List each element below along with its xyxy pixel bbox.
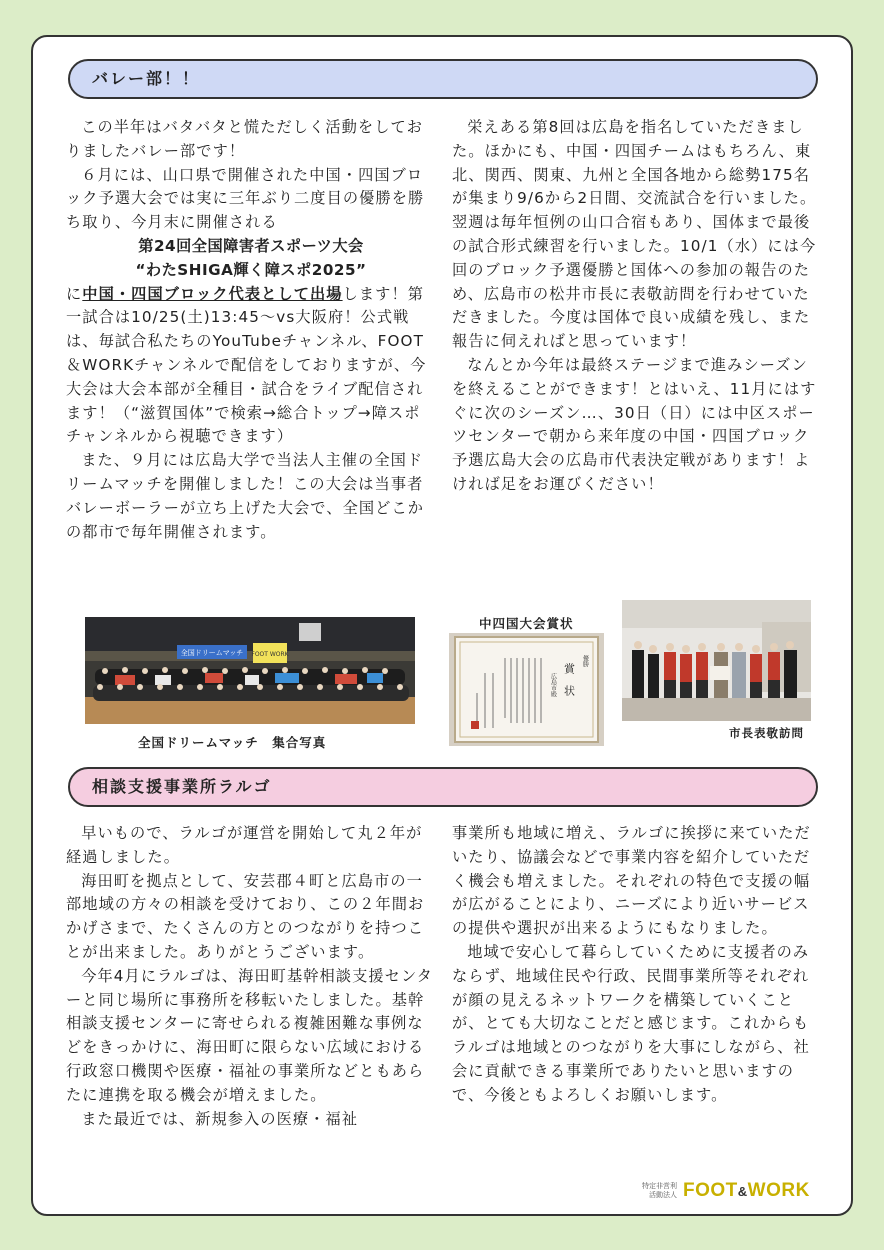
certificate-team: 広島市殿 xyxy=(549,673,557,697)
text: に xyxy=(66,284,83,303)
mayor-visit-photo xyxy=(622,600,811,721)
paragraph: 翌週は毎年恒例の山口合宿もあり、国体まで最後の試合形式練習を行いました。10/1（水）には今回のブロック予選優勝と国体への参加の報告のため、広島市の松井市長に表敬訪問を行わせていただきました。今度は国体で良い成績を残し、また報告に伺えればと思っています！ xyxy=(452,213,817,351)
paragraph: また最近では、新規参入の医療・福祉 xyxy=(81,1109,359,1128)
certificate-label: 優勝 xyxy=(581,655,589,667)
paragraph: この半年はバタバタと慌ただしく活動をしておりましたバレー部です！ xyxy=(66,118,424,160)
paragraph: 事業所も地域に増え、ラルゴに挨拶に来ていただいたり、協議会などで事業内容を紹介していただく機会も増えました。それぞれの特色で支援の幅が広がることにより、ニーズにより近いサービスの提供や選択が出来るようにもなりました。 xyxy=(452,824,811,938)
paragraph: 今年4月にラルゴは、海田町基幹相談支援センターと同じ場所に事務所を移転いたしました。基幹相談支援センターに寄せられる複雑困難な事例などをきっかけに、海田町に限らない広域における行政窓口機関や医療・福祉の事業所などともあらたに連携を取る機会が増えました。 xyxy=(66,966,433,1104)
paragraph: 海田町を拠点として、安芸郡４町と広島市の一部地域の方々の相談を受けており、この２年間おかげさまで、たくさんの方とのつながりを持つことが出来ました。ありがとうございます。 xyxy=(66,871,425,961)
event-name-line1: 第24回全国障害者スポーツ大会 xyxy=(138,236,364,255)
org-name-foot: FOOT xyxy=(683,1180,738,1201)
section-title-volleyball: バレー部！！ xyxy=(68,59,818,99)
paragraph: 栄えある第8回は広島を指名していただきました。ほかにも、中国・四国チームはもちろん、東北、関西、関東、九州と全国各地から総勢175名が集まり9/6から2日間、交流試合を行いました。 xyxy=(452,118,817,208)
largo-left-column xyxy=(66,822,436,1131)
org-type-line: 特定非営利 xyxy=(642,1182,677,1190)
volleyball-left-column xyxy=(66,116,436,544)
banner-text: FOOT WORK xyxy=(251,651,289,658)
mayor-visit-image xyxy=(622,600,811,721)
certificate-title: 賞 状 xyxy=(562,663,576,696)
paragraph: 早いもので、ラルゴが運営を開始して丸２年が経過しました。 xyxy=(66,824,423,866)
group-photo-image xyxy=(85,617,415,724)
paragraph xyxy=(66,283,436,450)
banner-text: 全国ドリームマッチ xyxy=(180,649,244,657)
event-name-line2: “わたSHIGA輝く障スポ2025” xyxy=(135,260,367,279)
highlight-text: 中国・四国ブロック代表として出場 xyxy=(82,284,343,303)
org-name-amp: & xyxy=(737,1184,748,1199)
paragraph: また、９月には広島大学で当法人主催の全国ドリームマッチを開催しました！この大会は当事者バレーボーラーが立ち上げた大会で、全国どこかの都市で毎年開催されます。 xyxy=(66,451,425,541)
certificate-image xyxy=(449,633,604,746)
largo-right-column xyxy=(452,822,820,1108)
org-type-line: 活動法人 xyxy=(649,1191,677,1199)
certificate-photo xyxy=(449,633,604,746)
caption-certificate: 中四国大会賞状 xyxy=(479,616,574,631)
volleyball-right-column xyxy=(452,116,820,497)
paragraph: なんとか今年は最終ステージまで進みシーズンを終えることができます！とはいえ、11月にはすぐに次のシーズン…、30日（日）には中区スポーツセンターで朝から来年度の中国・四国ブロック予選広島大会の広島市代表決定戦があります！よければ足をお運びください！ xyxy=(452,355,817,493)
text: します！第一試合は10/25(土)13:45～vs大阪府！公式戦は、毎試合私たちのYouTubeチャンネル、FOOT＆WORKチャンネルで配信をしておりますが、今大会は大会本部が全種目・試合をライブ配信されます！（“滋賀国体”で検索→総合トップ→障スポチャンネルから視聴できます） xyxy=(66,284,427,446)
paragraph: 地域で安心して暮らしていくために支援者のみならず、地域住民や行政、民間事業所等それぞれが顔の見えるネットワークを構築していくことが、とても大切なことだと感じます。これからもラルゴは地域とのつながりを大事にしながら、社会に貢献できる事業所でありたいと思いますので、今後ともよろしくお願いします。 xyxy=(452,942,810,1104)
org-type xyxy=(642,1182,677,1200)
caption-group-photo: 全国ドリームマッチ 集合写真 xyxy=(138,735,327,750)
paragraph: ６月には、山口県で開催された中国・四国ブロック予選大会では実に三年ぶり二度目の優勝を勝ち取り、今月末に開催される xyxy=(66,165,425,232)
organization-logo xyxy=(642,1180,810,1202)
org-name xyxy=(683,1180,810,1202)
section-title-largo: 相談支援事業所ラルゴ xyxy=(68,767,818,807)
group-photo xyxy=(85,617,415,724)
org-name-work: WORK xyxy=(747,1180,810,1201)
caption-mayor-visit: 市長表敬訪問 xyxy=(729,726,804,740)
